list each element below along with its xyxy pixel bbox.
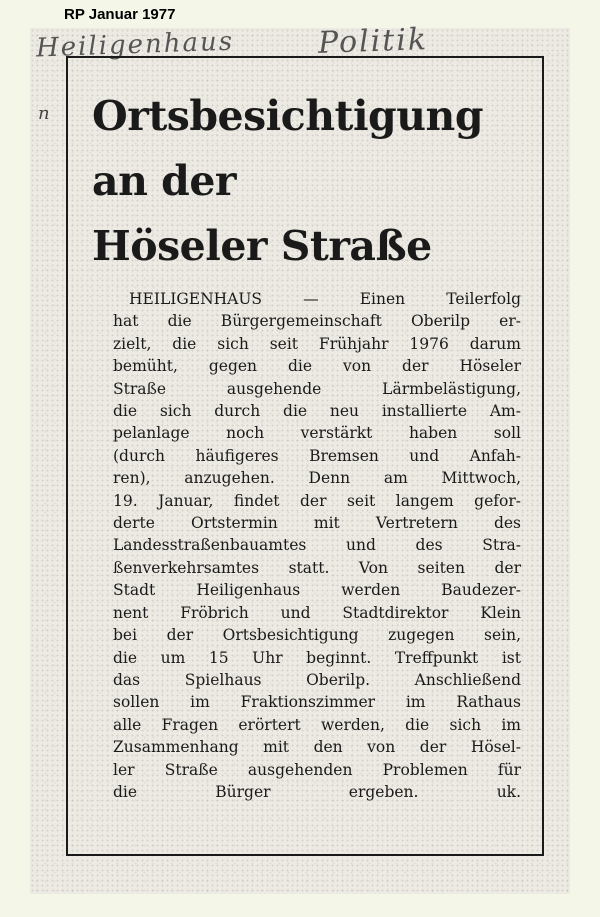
headline-line: an der [92, 157, 237, 205]
body-line: die um 15 Uhr beginnt. Treffpunkt ist [113, 648, 521, 667]
article-body [113, 288, 521, 803]
body-line: (durch häufigeres Bremsen und Anfah- [113, 446, 521, 465]
body-line: die sich durch die neu installierte Am- [113, 402, 521, 421]
article-headline [92, 84, 483, 279]
body-line: das Spielhaus Oberilp. Anschließend [113, 670, 521, 689]
body-line: Landesstraßenbauamtes und des Stra- [113, 536, 521, 555]
body-line: ler Straße ausgehenden Problemen für [113, 760, 521, 779]
body-line: die Bürger ergeben. uk. [113, 782, 521, 801]
body-line: alle Fragen erörtert werden, die sich im [113, 715, 521, 734]
body-line: sollen im Fraktionszimmer im Rathaus [113, 693, 521, 712]
body-line: Straße ausgehende Lärmbelästigung, [113, 379, 521, 398]
handwritten-note-right: Politik [317, 22, 429, 61]
body-line: bemüht, gegen die von der Höseler [113, 357, 521, 376]
headline-line: Ortsbesichtigung [92, 92, 483, 140]
handwritten-margin-mark: n [38, 103, 50, 124]
body-line: HEILIGENHAUS — Einen Teilerfolg [129, 290, 521, 308]
body-line: pelanlage noch verstärkt haben soll [113, 424, 521, 443]
clipping-caption: RP Januar 1977 [64, 6, 176, 23]
body-line: 19. Januar, findet der seit langem gefor- [113, 491, 521, 510]
body-line: zielt, die sich seit Frühjahr 1976 darum [113, 334, 521, 353]
handwritten-note-left: Heiligenhaus [35, 26, 235, 64]
body-line: Zusammenhang mit den von der Hösel- [113, 738, 521, 757]
headline-line: Höseler Straße [92, 222, 432, 270]
body-line: bei der Ortsbesichtigung zugegen sein, [113, 626, 521, 645]
body-line: ßenverkehrsamtes statt. Von seiten der [113, 558, 521, 577]
body-line: nent Fröbrich und Stadtdirektor Klein [113, 603, 521, 622]
body-line: Stadt Heiligenhaus werden Baudezer- [113, 581, 521, 600]
body-line: derte Ortstermin mit Vertretern des [113, 514, 521, 533]
body-line: hat die Bürgergemeinschaft Oberilp er- [113, 312, 521, 331]
body-line: ren), anzugehen. Denn am Mittwoch, [113, 469, 521, 488]
